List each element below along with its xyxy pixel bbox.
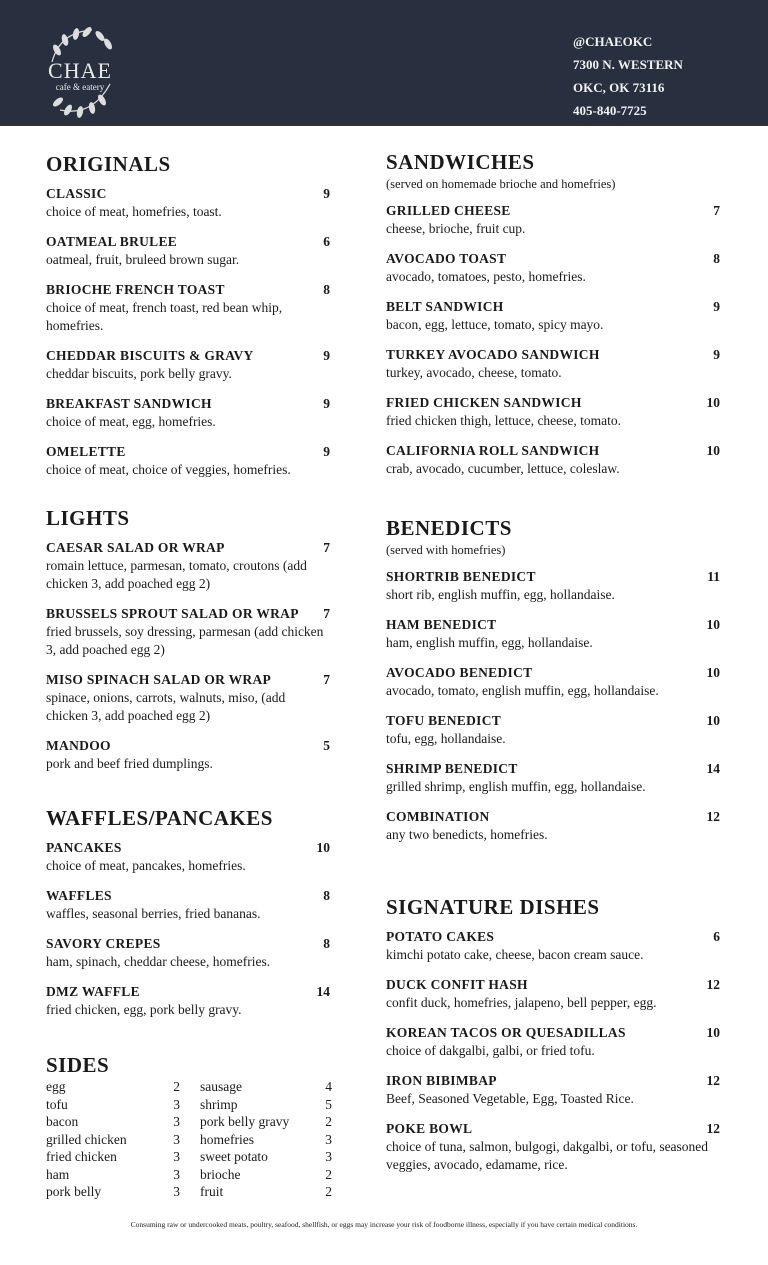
item-price: 10 xyxy=(706,713,720,728)
item-description: choice of meat, egg, homefries. xyxy=(46,414,216,429)
side-name: bacon xyxy=(46,1114,79,1129)
item-price: 10 xyxy=(706,617,720,632)
side-item xyxy=(46,1166,180,1184)
item-description: choice of meat, pancakes, homefries. xyxy=(46,858,246,873)
section-title: SIDES xyxy=(46,1053,110,1077)
section-waffles-pancakes xyxy=(46,806,330,1031)
section-title: WAFFLES/PANCAKES xyxy=(46,806,273,830)
item-description: fried chicken thigh, lettuce, cheese, tomato. xyxy=(386,413,622,428)
side-name: tofu xyxy=(46,1096,68,1112)
item-description: Beef, Seasoned Vegetable, Egg, Toasted Rice. xyxy=(386,1091,634,1106)
item-price: 7 xyxy=(323,540,330,555)
item-name: SHRIMP BENEDICT xyxy=(386,761,518,776)
side-item xyxy=(200,1148,332,1166)
item-price: 10 xyxy=(706,395,720,410)
side-price: 3 xyxy=(173,1166,180,1182)
item-name: OMELETTE xyxy=(46,444,126,459)
instagram-handle: @CHAEOKC xyxy=(573,34,653,49)
item-name: POTATO CAKES xyxy=(386,929,495,944)
section-title: BENEDICTS xyxy=(386,516,512,540)
item-description: short rib, english muffin, egg, hollandaise. xyxy=(386,587,615,602)
menu-item xyxy=(386,808,726,844)
item-name: DUCK CONFIT HASH xyxy=(386,977,528,992)
item-price: 8 xyxy=(713,251,720,266)
menu-item xyxy=(386,1024,726,1060)
menu-item xyxy=(386,202,726,238)
side-item xyxy=(46,1183,180,1201)
side-name: sausage xyxy=(200,1079,242,1094)
item-description: bacon, egg, lettuce, tomato, spicy mayo. xyxy=(386,317,604,332)
side-price: 3 xyxy=(173,1184,180,1199)
item-price: 7 xyxy=(323,672,330,687)
item-name: BELT SANDWICH xyxy=(386,299,504,314)
section-title: ORIGINALS xyxy=(46,152,171,176)
item-price: 8 xyxy=(323,888,330,903)
item-description: romain lettuce, parmesan, tomato, croutons (add chicken 3, add poached egg 2) xyxy=(46,558,307,591)
menu-item xyxy=(46,185,330,221)
menu-item xyxy=(386,928,726,964)
item-price: 12 xyxy=(706,1121,720,1136)
side-name: brioche xyxy=(200,1166,241,1182)
section-originals xyxy=(46,152,330,491)
side-name: sweet potato xyxy=(200,1149,268,1164)
item-price: 6 xyxy=(713,929,720,944)
menu-item xyxy=(46,935,330,971)
item-description: ham, spinach, cheddar cheese, homefries. xyxy=(46,954,271,969)
menu-item xyxy=(46,671,330,725)
chae-logo xyxy=(30,22,130,122)
item-description: avocado, tomatoes, pesto, homefries. xyxy=(386,269,586,284)
item-description: choice of meat, choice of veggies, homefries. xyxy=(46,462,291,477)
side-name: egg xyxy=(46,1079,66,1094)
item-name: CLASSIC xyxy=(46,186,107,201)
section-lights xyxy=(46,506,330,785)
side-price: 3 xyxy=(173,1096,180,1112)
menu-item xyxy=(46,605,330,659)
item-description: oatmeal, fruit, bruleed brown sugar. xyxy=(46,252,240,267)
item-description: grilled shrimp, english muffin, egg, hollandaise. xyxy=(386,779,646,794)
side-name: ham xyxy=(46,1166,70,1182)
item-description: kimchi potato cake, cheese, bacon cream sauce. xyxy=(386,947,644,962)
side-price: 5 xyxy=(325,1096,332,1112)
item-name: BRUSSELS SPROUT SALAD OR WRAP xyxy=(46,606,299,621)
item-price: 12 xyxy=(706,1073,720,1088)
side-item xyxy=(200,1166,332,1184)
item-price: 10 xyxy=(706,443,720,458)
item-description: cheddar biscuits, pork belly gravy. xyxy=(46,366,232,381)
menu-item xyxy=(386,616,726,652)
side-item xyxy=(200,1183,332,1201)
item-name: SAVORY CREPES xyxy=(46,936,161,951)
side-price: 4 xyxy=(325,1079,332,1094)
item-name: MANDOO xyxy=(46,738,111,753)
menu-item xyxy=(386,760,726,796)
menu-item xyxy=(46,887,330,923)
item-description: choice of dakgalbi, galbi, or fried tofu. xyxy=(386,1043,595,1058)
menu-item xyxy=(386,1120,726,1174)
street-address: 7300 N. WESTERN xyxy=(573,57,683,72)
section-sandwiches xyxy=(386,150,726,490)
menu-item xyxy=(386,394,726,430)
item-name: POKE BOWL xyxy=(386,1121,473,1136)
side-name: pork belly xyxy=(46,1184,102,1199)
menu-item xyxy=(46,347,330,383)
item-price: 7 xyxy=(323,606,330,621)
section-subtitle: (served on homemade brioche and homefries) xyxy=(386,177,616,191)
menu-item xyxy=(386,250,726,286)
side-price: 2 xyxy=(325,1166,332,1182)
item-description: confit duck, homefries, jalapeno, bell pepper, egg. xyxy=(386,995,657,1010)
item-name: DMZ WAFFLE xyxy=(46,984,140,999)
item-description: fried chicken, egg, pork belly gravy. xyxy=(46,1002,242,1017)
menu-item xyxy=(46,539,330,593)
item-name: AVOCADO BENEDICT xyxy=(386,665,533,680)
section-title: LIGHTS xyxy=(46,506,130,530)
side-item xyxy=(200,1113,332,1131)
item-price: 9 xyxy=(323,444,330,459)
item-description: crab, avocado, cucumber, lettuce, coleslaw. xyxy=(386,461,620,476)
side-item xyxy=(200,1078,332,1096)
item-description: fried brussels, soy dressing, parmesan (add chicken 3, add poached egg 2) xyxy=(46,624,324,657)
menu-item xyxy=(46,395,330,431)
item-description: any two benedicts, homefries. xyxy=(386,827,548,842)
side-name: pork belly gravy xyxy=(200,1114,290,1129)
side-item xyxy=(46,1096,180,1114)
item-price: 8 xyxy=(323,282,330,297)
side-item xyxy=(46,1131,180,1149)
side-name: fried chicken xyxy=(46,1149,117,1164)
menu-item xyxy=(46,443,330,479)
side-price: 2 xyxy=(325,1184,332,1199)
side-item xyxy=(200,1131,332,1149)
item-price: 9 xyxy=(713,299,720,314)
item-price: 8 xyxy=(323,936,330,951)
item-price: 14 xyxy=(706,761,720,776)
item-price: 7 xyxy=(713,203,720,218)
item-description: pork and beef fried dumplings. xyxy=(46,756,213,771)
item-name: GRILLED CHEESE xyxy=(386,203,511,218)
side-name: homefries xyxy=(200,1131,254,1147)
side-price: 3 xyxy=(325,1131,332,1147)
side-name: grilled chicken xyxy=(46,1131,127,1147)
sides-column-1 xyxy=(46,1078,200,1201)
item-price: 9 xyxy=(323,186,330,201)
item-name: KOREAN TACOS OR QUESADILLAS xyxy=(386,1025,626,1040)
item-price: 10 xyxy=(706,665,720,680)
menu-item xyxy=(46,839,330,875)
item-description: spinace, onions, carrots, walnuts, miso, (add chicken 3, add poached egg 2) xyxy=(46,690,286,723)
menu-item xyxy=(386,664,726,700)
contact-info xyxy=(573,30,683,122)
side-price: 2 xyxy=(325,1114,332,1129)
item-name: FRIED CHICKEN SANDWICH xyxy=(386,395,582,410)
item-description: cheese, brioche, fruit cup. xyxy=(386,221,526,236)
logo-tagline: cafe & eatery xyxy=(55,82,105,92)
section-sides xyxy=(46,1053,354,1201)
menu-item xyxy=(386,1072,726,1108)
item-price: 5 xyxy=(323,738,330,753)
menu-item xyxy=(46,737,330,773)
item-name: TURKEY AVOCADO SANDWICH xyxy=(386,347,600,362)
section-signature-dishes xyxy=(386,895,726,1186)
item-name: HAM BENEDICT xyxy=(386,617,497,632)
side-item xyxy=(46,1148,180,1166)
item-price: 9 xyxy=(713,347,720,362)
section-subtitle: (served with homefries) xyxy=(386,543,506,557)
side-name: shrimp xyxy=(200,1096,238,1112)
item-name: CHEDDAR BISCUITS & GRAVY xyxy=(46,348,254,363)
item-description: choice of tuna, salmon, bulgogi, dakgalbi, or tofu, seasoned veggies, avocado, edamame, rice. xyxy=(386,1139,709,1172)
city-state-zip: OKC, OK 73116 xyxy=(573,80,665,95)
item-name: COMBINATION xyxy=(386,809,490,824)
item-name: SHORTRIB BENEDICT xyxy=(386,569,536,584)
logo-name: CHAE xyxy=(48,58,112,83)
item-description: turkey, avocado, cheese, tomato. xyxy=(386,365,562,380)
item-name: BREAKFAST SANDWICH xyxy=(46,396,212,411)
menu-header xyxy=(0,0,768,126)
item-name: CALIFORNIA ROLL SANDWICH xyxy=(386,443,600,458)
item-description: choice of meat, homefries, toast. xyxy=(46,204,222,219)
item-name: PANCAKES xyxy=(46,840,122,855)
item-price: 12 xyxy=(706,977,720,992)
item-name: CAESAR SALAD OR WRAP xyxy=(46,540,225,555)
section-benedicts xyxy=(386,516,726,856)
item-price: 11 xyxy=(707,569,720,584)
menu-item xyxy=(386,442,726,478)
item-description: avocado, tomato, english muffin, egg, hollandaise. xyxy=(386,683,659,698)
section-title: SIGNATURE DISHES xyxy=(386,895,600,919)
menu-item xyxy=(46,233,330,269)
item-description: ham, english muffin, egg, hollandaise. xyxy=(386,635,593,650)
item-name: BRIOCHE FRENCH TOAST xyxy=(46,282,225,297)
item-name: AVOCADO TOAST xyxy=(386,251,507,266)
menu-item xyxy=(386,568,726,604)
item-name: WAFFLES xyxy=(46,888,112,903)
item-price: 9 xyxy=(323,396,330,411)
menu-item xyxy=(386,298,726,334)
side-price: 3 xyxy=(173,1131,180,1147)
section-title: SANDWICHES xyxy=(386,150,535,174)
menu-item xyxy=(46,983,330,1019)
item-price: 14 xyxy=(316,984,330,999)
item-price: 6 xyxy=(323,234,330,249)
item-description: choice of meat, french toast, red bean whip, homefries. xyxy=(46,300,283,333)
menu-item xyxy=(386,346,726,382)
side-item xyxy=(200,1096,332,1114)
item-price: 10 xyxy=(706,1025,720,1040)
side-price: 2 xyxy=(173,1079,180,1094)
side-price: 3 xyxy=(325,1149,332,1164)
item-price: 9 xyxy=(323,348,330,363)
item-name: OATMEAL BRULEE xyxy=(46,234,178,249)
item-description: waffles, seasonal berries, fried bananas. xyxy=(46,906,261,921)
side-name: fruit xyxy=(200,1184,224,1199)
menu-item xyxy=(46,281,330,335)
item-name: TOFU BENEDICT xyxy=(386,713,502,728)
item-description: tofu, egg, hollandaise. xyxy=(386,731,506,746)
menu-item xyxy=(386,976,726,1012)
food-safety-disclaimer: Consuming raw or undercooked meats, poultry, seafood, shellfish, or eggs may increase your risk of foodborne illness, especially if you have certain medical conditions. xyxy=(130,1220,638,1229)
side-price: 3 xyxy=(173,1114,180,1129)
item-name: MISO SPINACH SALAD OR WRAP xyxy=(46,672,272,687)
menu-item xyxy=(386,712,726,748)
item-price: 10 xyxy=(316,840,330,855)
sides-column-2 xyxy=(200,1078,354,1201)
item-price: 12 xyxy=(706,809,720,824)
side-item xyxy=(46,1078,180,1096)
item-name: IRON BIBIMBAP xyxy=(386,1073,497,1088)
side-price: 3 xyxy=(173,1149,180,1164)
side-item xyxy=(46,1113,180,1131)
phone-number: 405-840-7725 xyxy=(573,103,647,118)
